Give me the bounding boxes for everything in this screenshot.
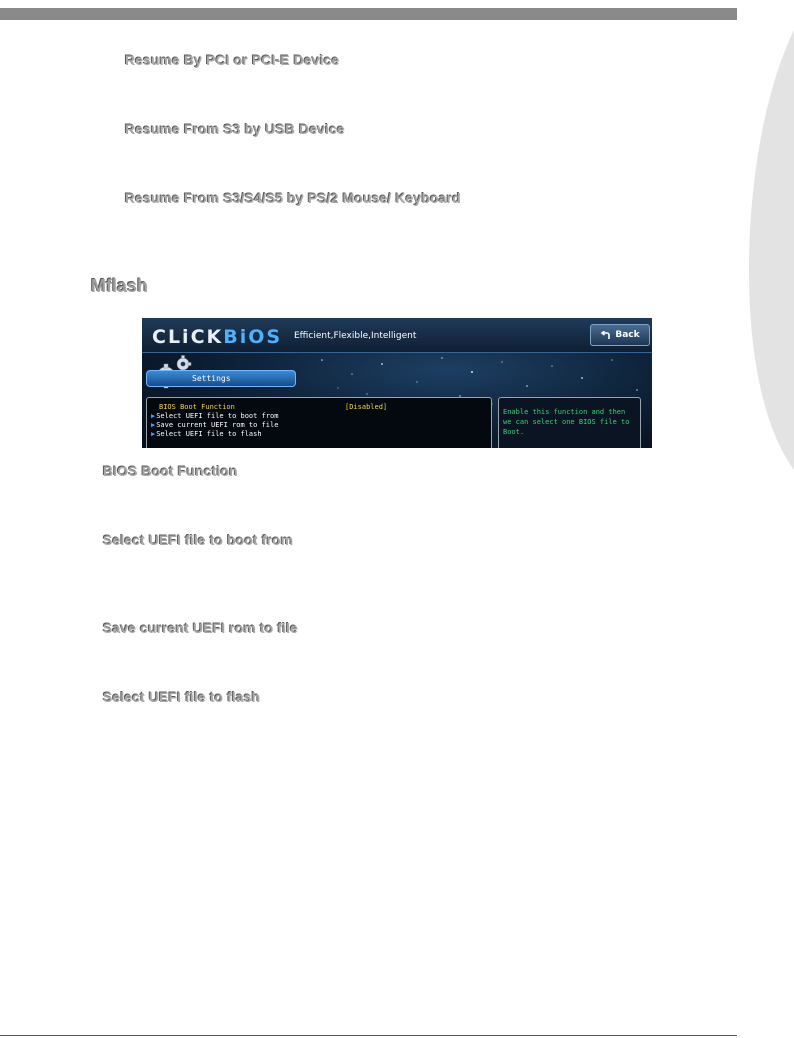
menu-item-label: Select UEFI file to flash	[156, 430, 262, 438]
page-footer-rule	[0, 1035, 737, 1036]
back-button[interactable]	[590, 324, 650, 346]
bios-screenshot	[142, 318, 652, 448]
bios-help-panel: Enable this function and then we can select one BIOS file to Boot.	[498, 397, 641, 448]
item-heading: BIOS Boot Function	[103, 463, 238, 479]
submenu-arrow-icon: ▶	[151, 421, 156, 429]
submenu-arrow-icon: ▶	[151, 412, 156, 420]
back-arrow-icon	[600, 331, 611, 340]
item-heading: Select UEFI file to boot from	[103, 532, 294, 548]
bios-tagline: Efficient,Flexible,Intelligent	[294, 331, 417, 341]
bios-logo-click: CLiCK	[152, 326, 224, 348]
item-heading: Select UEFI file to flash	[103, 689, 261, 705]
menu-item-label: Save current UEFI rom to file	[156, 421, 279, 429]
bios-header	[142, 318, 652, 353]
menu-item-select-flash-file[interactable]	[151, 430, 262, 438]
section-title: Mflash	[91, 276, 149, 296]
item-heading: Save current UEFI rom to file	[103, 620, 299, 636]
menu-item-bios-boot-function[interactable]: BIOS Boot Function	[159, 403, 235, 411]
menu-item-label: Select UEFI file to boot from	[156, 412, 279, 420]
tab-settings[interactable]: Settings	[146, 370, 296, 387]
bios-boot-function-value[interactable]: [Disabled]	[345, 403, 388, 411]
item-heading: Resume From S3 by USB Device	[125, 121, 345, 137]
menu-item-select-boot-file[interactable]	[151, 412, 278, 420]
chapter-side-tab	[735, 30, 794, 470]
bios-logo-bios: BiOS	[223, 326, 283, 348]
item-heading: Resume From S3/S4/S5 by PS/2 Mouse/ Keyboard	[125, 190, 461, 206]
menu-item-save-rom[interactable]	[151, 421, 278, 429]
item-heading: Resume By PCI or PCI-E Device	[125, 52, 340, 68]
bios-menu-panel	[146, 397, 492, 448]
back-button-label: Back	[615, 330, 640, 340]
page-header-bar	[0, 8, 737, 20]
bios-logo	[152, 326, 282, 348]
submenu-arrow-icon: ▶	[151, 430, 156, 438]
